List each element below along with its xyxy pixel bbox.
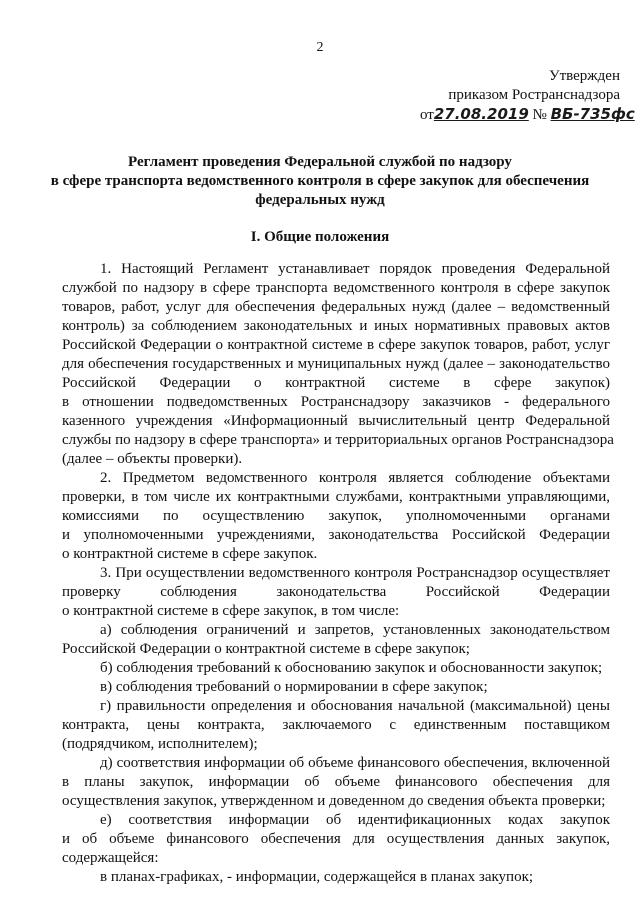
approval-handwritten-number: ВБ-735фс [550, 105, 635, 123]
approval-line-order: приказом Ространснадзора [448, 87, 620, 103]
paragraph-line: товаров, работ, услуг для обеспечения федеральных нужд (далее – ведомственный [62, 299, 610, 315]
document-title [40, 153, 600, 210]
document-body [62, 260, 614, 887]
section-heading: I. Общие положения [250, 229, 390, 245]
title-line-3: федеральных нужд [255, 192, 385, 208]
paragraph-line: е) соответствия информации об идентификационных кодах закупок [100, 812, 610, 828]
paragraph [62, 811, 610, 868]
paragraph-line: проверку соблюдения законодательства Российской Федерации [62, 584, 610, 600]
paragraph [62, 868, 610, 887]
paragraph-line: (далее – объекты проверки). [62, 451, 243, 467]
approval-from-prefix: от [420, 107, 434, 123]
paragraph [62, 260, 614, 469]
approval-line-date-number [420, 105, 635, 125]
title-line-2: в сфере транспорта ведомственного контроля в сфере закупок для обеспечения [50, 173, 590, 189]
paragraph-line: б) соблюдения требований к обоснованию закупок и обоснованности закупок; [100, 660, 603, 676]
paragraph-line: в отношении подведомственных Ространснадзору заказчиков - федерального [62, 394, 610, 410]
paragraph-line: и об объеме финансового обеспечения для осуществления данных закупок, [62, 831, 610, 847]
paragraph [62, 697, 610, 754]
paragraph-line: 1. Настоящий Регламент устанавливает порядок проведения Федеральной [100, 261, 610, 277]
paragraph-line: а) соблюдения ограничений и запретов, установленных законодательством [100, 622, 610, 638]
paragraph [62, 659, 610, 678]
paragraph-line: и уполномоченными учреждениями, законодательства Российской Федерации [62, 527, 610, 543]
paragraph-line: службы по надзору в сфере транспорта» и территориальных органов Ространснадзора [62, 432, 614, 448]
paragraph [62, 678, 610, 697]
paragraph-line: в планах-графиках, - информации, содержащейся в планах закупок; [100, 869, 534, 885]
paragraph-line: в планы закупок, информации об объеме финансового обеспечения для [62, 774, 610, 790]
paragraph-line: в) соблюдения требований о нормировании в сфере закупок; [100, 679, 488, 695]
paragraph-line: проверки, в том числе их контрактными службами, контрактными управляющими, [62, 489, 610, 505]
paragraph-line: 2. Предметом ведомственного контроля является соблюдение объектами [100, 470, 610, 486]
approval-block [420, 67, 635, 125]
paragraph-line: Российской Федерации о контрактной системе в сфере закупок; [62, 641, 470, 657]
paragraph-line: Российской Федерации о контрактной системе в сфере закупок товаров, работ, услуг [62, 337, 610, 353]
paragraph-line: контракта, цены контракта, заключаемого с единственным поставщиком [62, 717, 610, 733]
paragraph-line: 3. При осуществлении ведомственного контроля Ространснадзор осуществляет [100, 565, 610, 581]
title-line-1: Регламент проведения Федеральной службой по надзору [128, 154, 512, 170]
paragraph-line: г) правильности определения и обоснования начальной (максимальной) цены [100, 698, 610, 714]
paragraph-line: комиссиями по осуществлению закупок, уполномоченными органами [62, 508, 610, 524]
approval-handwritten-date: 27.08.2019 [433, 105, 529, 123]
paragraph-line: Российской Федерации о контрактной системе в сфере закупок) [62, 375, 610, 391]
paragraph [62, 621, 610, 659]
paragraph-line: содержащейся: [62, 850, 159, 866]
page-number: 2 [316, 40, 324, 55]
paragraph-line: (подрядчиком, исполнителем); [62, 736, 258, 752]
approval-number-sign: № [532, 107, 547, 123]
paragraph-line: осуществления закупок, утвержденном и доведенном до сведения объекта проверки; [62, 793, 606, 809]
approval-line-approved: Утвержден [548, 68, 620, 84]
paragraph [62, 754, 610, 811]
paragraph-line: д) соответствия информации об объеме финансового обеспечения, включенной [100, 755, 610, 771]
paragraph [62, 469, 610, 564]
paragraph-line: контроль) за соблюдением законодательных и иных нормативных правовых актов [62, 318, 610, 334]
paragraph-line: о контрактной системе в сфере закупок, в том числе: [62, 603, 400, 619]
paragraph [62, 564, 610, 621]
paragraph-line: казенного учреждения «Информационный вычислительный центр Федеральной [62, 413, 610, 429]
paragraph-line: для обеспечения государственных и муниципальных нужд (далее – законодательство [62, 356, 610, 372]
paragraph-line: о контрактной системе в сфере закупок. [62, 546, 318, 562]
paragraph-line: службой по надзору в сфере транспорта ведомственного контроля в сфере закупок [62, 280, 610, 296]
